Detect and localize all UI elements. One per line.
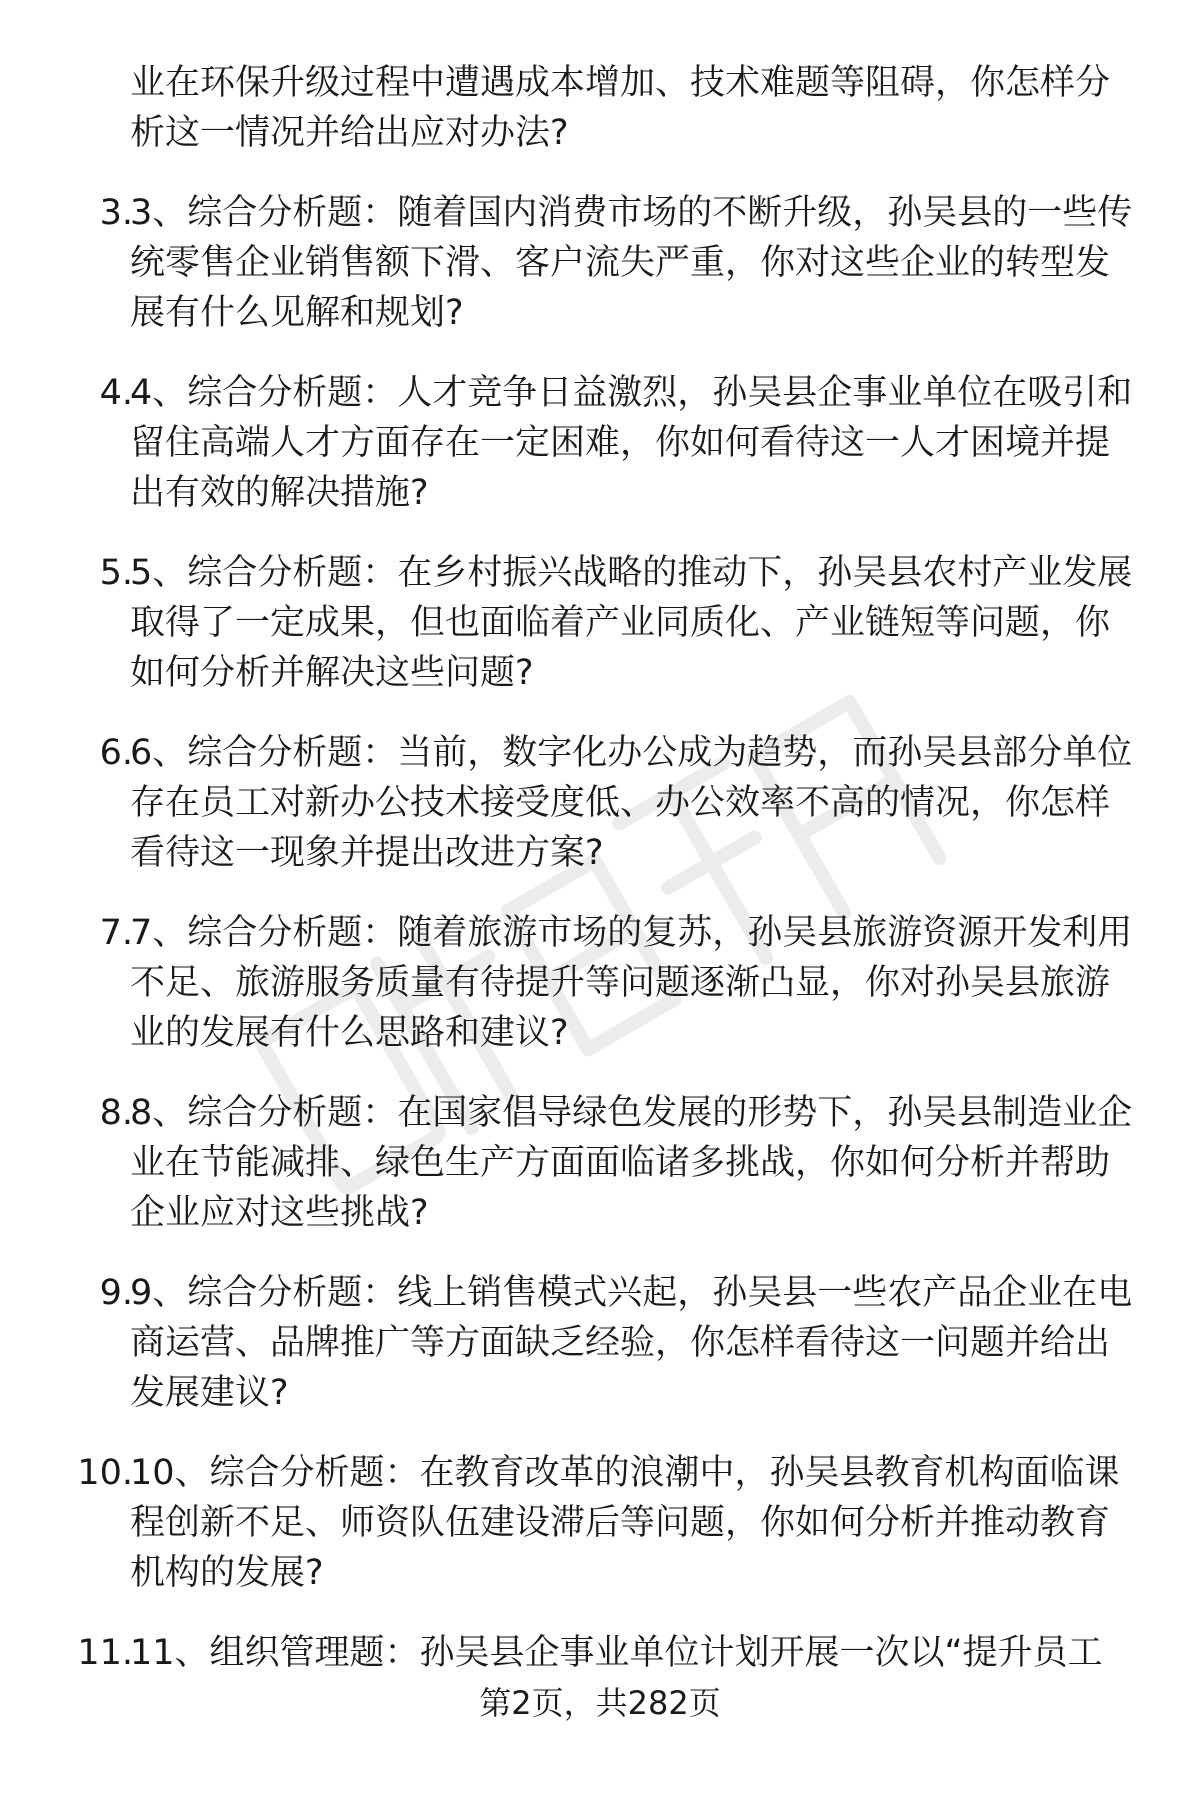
question-number: 6. — [99, 733, 133, 773]
question-text: 8、综合分析题：在国家倡导绿色发展的形势下，孙吴县制造业企 业在节能减排、绿色生产方面面临诸多挑战，你如何分析并帮助 企业应对这些挑战? — [130, 1093, 1133, 1233]
question-number: 7. — [99, 913, 133, 953]
question-item — [0, 728, 1200, 908]
question-number: 5. — [99, 553, 133, 593]
question-item — [0, 1088, 1200, 1268]
question-number: 3. — [99, 193, 133, 233]
question-item — [0, 188, 1200, 368]
question-text: 7、综合分析题：随着旅游市场的复苏，孙吴县旅游资源开发利用 不足、旅游服务质量有待提升等问题逐渐凸显，你对孙吴县旅游 业的发展有什么思路和建议? — [130, 913, 1133, 1053]
question-text: 3、综合分析题：随着国内消费市场的不断升级，孙吴县的一些传 统零售企业销售额下滑、客户流失严重，你对这些企业的转型发 展有什么见解和规划? — [130, 193, 1133, 333]
question-text: 10、综合分析题：在教育改革的浪潮中，孙吴县教育机构面临课 程创新不足、师资队伍建设滞后等问题，你如何分析并推动教育 机构的发展? — [130, 1453, 1120, 1593]
question-item — [0, 908, 1200, 1088]
question-item — [0, 1268, 1200, 1448]
question-list — [0, 188, 1200, 1808]
question-text: 5、综合分析题：在乡村振兴战略的推动下，孙吴县农村产业发展 取得了一定成果，但也面临着产业同质化、产业链短等问题，你 如何分析并解决这些问题? — [130, 553, 1133, 693]
question-number: 8. — [99, 1093, 133, 1133]
question-text: 6、综合分析题：当前，数字化办公成为趋势，而孙吴县部分单位 存在员工对新办公技术接受度低、办公效率不高的情况，你怎样 看待这一现象并提出改进方案? — [130, 733, 1133, 873]
question-number: 4. — [99, 373, 133, 413]
question-text: 4、综合分析题：人才竞争日益激烈，孙吴县企事业单位在吸引和 留住高端人才方面存在一定困难，你如何看待这一人才困境并提 出有效的解决措施? — [130, 373, 1133, 513]
question-item — [0, 1448, 1200, 1628]
question-item — [0, 548, 1200, 728]
question-text: 9、综合分析题：线上销售模式兴起，孙吴县一些农产品企业在电 商运营、品牌推广等方面缺乏经验，你怎样看待这一问题并给出 发展建议? — [130, 1273, 1133, 1413]
question-number: 9. — [99, 1273, 133, 1313]
previous-question-continuation: 业在环保升级过程中遭遇成本增加、技术难题等阻碍，你怎样分 析这一情况并给出应对办法? — [130, 63, 1111, 153]
question-text: 11、组织管理题：孙吴县企事业单位计划开展一次以“提升员工 — [130, 1633, 1103, 1673]
page-footer: 第2页，共282页 — [479, 1684, 721, 1722]
question-number: 10. — [77, 1453, 133, 1493]
question-item — [0, 368, 1200, 548]
question-number: 11. — [77, 1633, 133, 1673]
